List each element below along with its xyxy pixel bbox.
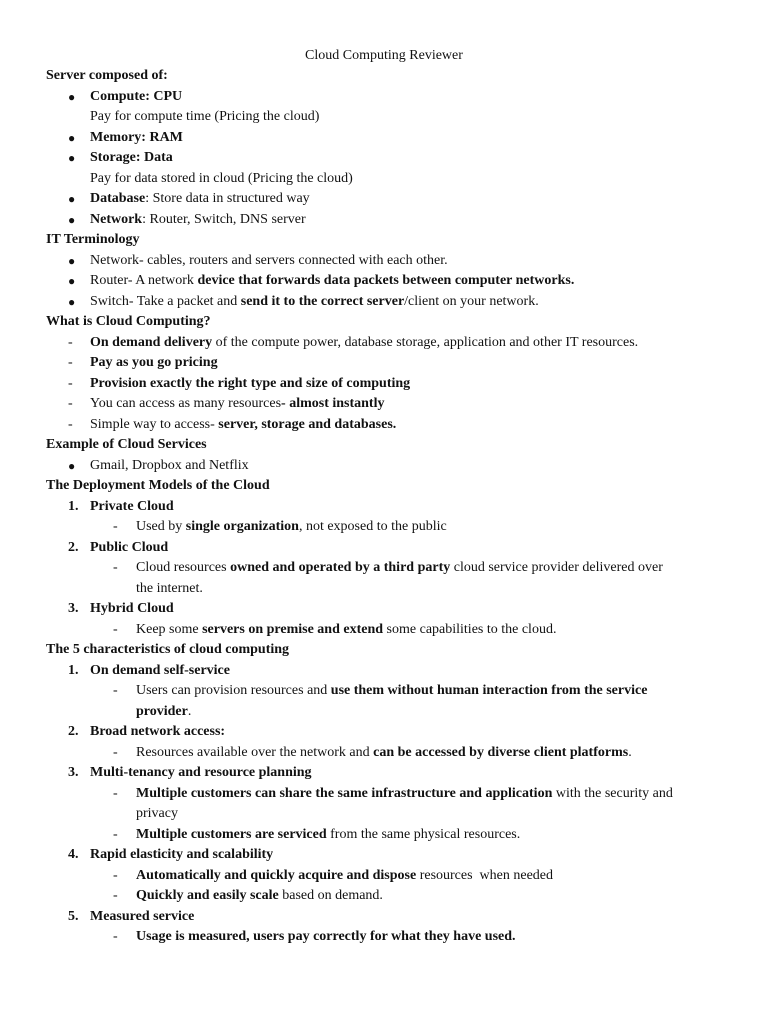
bullet-icon: ● <box>68 458 76 473</box>
section-heading-what: What is Cloud Computing? <box>46 314 211 329</box>
list-item: ● Network- cables, routers and servers connected with each other. <box>46 251 726 272</box>
section-heading-examples: Example of Cloud Services <box>46 437 207 452</box>
list-item: ● Database: Store data in structured way <box>46 189 726 210</box>
list-item: ● Compute: CPU <box>46 87 726 108</box>
bullet-icon: ● <box>68 253 76 268</box>
list-item: - You can access as many resources- almost instantly <box>46 394 726 415</box>
dash-marker: - <box>68 416 73 432</box>
sub-item: - Usage is measured, users pay correctly for what they have used. <box>46 927 726 948</box>
dash-marker: - <box>113 683 118 698</box>
numbered-item: 4. Rapid elasticity and scalability <box>46 845 726 866</box>
item-number: 2. <box>68 539 79 555</box>
item-number: 3. <box>68 765 79 780</box>
numbered-item: 1. On demand self-service <box>46 661 726 682</box>
dash-marker: - <box>68 396 73 411</box>
document-title: Cloud Computing Reviewer <box>305 48 463 63</box>
sub-item: - Cloud resources owned and operated by a third party cloud service provider delivered over <box>46 558 726 579</box>
dash-marker: - <box>68 355 73 370</box>
sub-item: - Multiple customers can share the same infrastructure and application with the security and <box>46 784 726 805</box>
list-item: ● Network: Router, Switch, DNS server <box>46 210 726 231</box>
list-item-desc: Pay for data stored in cloud (Pricing the cloud) <box>90 170 353 186</box>
list-item: - Pay as you go pricing <box>46 353 726 374</box>
list-item: - On demand delivery of the compute power, database storage, application and other IT resources. <box>46 333 726 354</box>
section-heading-deployment: The Deployment Models of the Cloud <box>46 478 270 493</box>
section-heading-server: Server composed of: <box>46 68 168 83</box>
numbered-item: 2. Broad network access: <box>46 722 726 743</box>
dash-marker: - <box>113 785 118 801</box>
list-item: - Simple way to access- server, storage and databases. <box>46 415 726 436</box>
numbered-item: 3. Multi-tenancy and resource planning <box>46 763 726 784</box>
dash-marker: - <box>68 375 73 391</box>
bullet-icon: ● <box>68 212 76 227</box>
bullet-icon: ● <box>68 192 76 206</box>
document-body <box>46 66 726 948</box>
sub-item: - Quickly and easily scale based on demand. <box>46 886 726 907</box>
numbered-item: 2. Public Cloud <box>46 538 726 559</box>
sub-item: - Resources available over the network and can be accessed by diverse client platforms. <box>46 743 726 764</box>
dash-marker: - <box>113 826 118 842</box>
list-item: ● Storage: Data <box>46 148 726 169</box>
dash-marker: - <box>113 867 118 883</box>
list-item: ● Memory: RAM <box>46 128 726 149</box>
dash-marker: - <box>113 560 118 575</box>
item-number: 3. <box>68 601 79 616</box>
bullet-icon: ● <box>68 130 76 145</box>
dash-marker: - <box>113 621 118 637</box>
numbered-item: 5. Measured service <box>46 907 726 928</box>
numbered-item: 1. Private Cloud <box>46 497 726 518</box>
dash-marker: - <box>68 334 73 350</box>
bullet-icon: ● <box>68 294 76 309</box>
dash-marker: - <box>113 888 118 903</box>
numbered-item: 3. Hybrid Cloud <box>46 599 726 620</box>
list-item: - Provision exactly the right type and size of computing <box>46 374 726 395</box>
item-number: 4. <box>68 847 79 862</box>
dash-marker: - <box>113 744 118 760</box>
list-item-desc: Pay for compute time (Pricing the cloud) <box>90 109 320 124</box>
item-number: 1. <box>68 498 79 514</box>
item-number: 2. <box>68 724 79 739</box>
sub-item: - Automatically and quickly acquire and dispose resources when needed <box>46 866 726 887</box>
bullet-icon: ● <box>68 151 76 165</box>
list-item: ● Switch- Take a packet and send it to the correct server/client on your network. <box>46 292 726 313</box>
sub-item-continuation: privacy <box>136 806 178 821</box>
item-number: 1. <box>68 662 79 678</box>
list-item: ● Router- A network device that forwards data packets between computer networks. <box>46 271 726 292</box>
sub-item: - Used by single organization, not exposed to the public <box>46 517 726 538</box>
bullet-icon: ● <box>68 274 76 288</box>
sub-item: - Keep some servers on premise and extend some capabilities to the cloud. <box>46 620 726 641</box>
list-item: ● Gmail, Dropbox and Netflix <box>46 456 726 477</box>
section-heading-characteristics: The 5 characteristics of cloud computing <box>46 642 290 657</box>
sub-item: - Multiple customers are serviced from the same physical resources. <box>46 825 726 846</box>
sub-item-continuation: provider. <box>136 703 192 719</box>
dash-marker: - <box>113 929 118 944</box>
dash-marker: - <box>113 519 118 534</box>
sub-item-continuation: the internet. <box>136 580 203 596</box>
item-number: 5. <box>68 908 79 924</box>
bullet-icon: ● <box>68 89 76 104</box>
sub-item: - Users can provision resources and use them without human interaction from the service <box>46 681 726 702</box>
section-heading-it: IT Terminology <box>46 232 140 247</box>
